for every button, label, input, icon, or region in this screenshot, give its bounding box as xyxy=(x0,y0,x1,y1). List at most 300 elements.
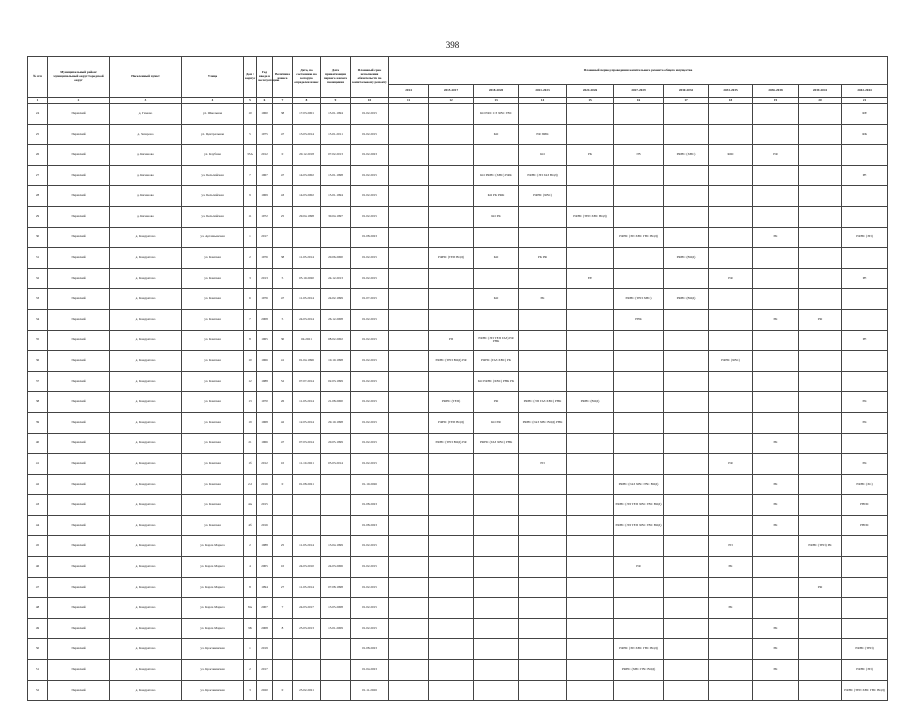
row-period-cell xyxy=(567,433,614,454)
row-year-built: 2012 xyxy=(257,145,273,166)
row-period-cell: РК xyxy=(753,660,799,681)
row-period-cell xyxy=(753,186,799,207)
row-street: ул. Камская xyxy=(182,412,244,433)
row-settlement: д. Кондратово xyxy=(110,227,182,248)
row-street: ул. Бельгийская xyxy=(182,206,244,227)
row-settlement: д. Кичаново xyxy=(110,206,182,227)
row-period-cell xyxy=(519,309,567,330)
row-period-cell: КО xyxy=(474,248,519,269)
row-wear-date: 07.07.2014 xyxy=(293,371,321,392)
row-municipality: Пермский xyxy=(48,145,110,166)
col-number: 15 xyxy=(567,98,614,104)
row-house: 7 xyxy=(244,165,257,186)
row-house: 2.2 xyxy=(244,474,257,495)
row-year-built: 1976 xyxy=(257,248,273,269)
row-privatization-date: 24.02.1999 xyxy=(321,289,351,310)
col-header-period-group: Плановый период проведения капитального ремонта общего имущества xyxy=(389,57,888,85)
row-deadline: 01.02.2015 xyxy=(351,618,389,639)
row-house: 2 xyxy=(244,248,257,269)
col-number: 6 xyxy=(257,98,273,104)
row-period-cell xyxy=(753,351,799,372)
row-year-built: 2017 xyxy=(257,660,273,681)
row-period-cell: КО РК РФК xyxy=(474,186,519,207)
row-privatization-date: 15.01.1994 xyxy=(321,104,351,125)
col-header-street: Улица xyxy=(182,57,244,98)
row-period-cell xyxy=(799,474,842,495)
row-street: ул. Камская xyxy=(182,474,244,495)
row-number: 51 xyxy=(28,660,48,681)
table-row xyxy=(28,412,888,433)
row-period-cell xyxy=(389,392,429,413)
row-period-cell xyxy=(429,145,474,166)
row-number: 37 xyxy=(28,371,48,392)
row-period-cell xyxy=(799,639,842,660)
row-year-built: 1994 xyxy=(257,577,273,598)
row-wear-date: 07.03.2014 xyxy=(293,433,321,454)
row-wear: 0 xyxy=(273,145,293,166)
row-house: 4 xyxy=(244,557,257,578)
row-period-cell xyxy=(474,598,519,619)
col-header-settlement: Населенный пункт xyxy=(110,57,182,98)
row-wear: 25 xyxy=(273,536,293,557)
table-row xyxy=(28,227,888,248)
row-period-cell: РФНС (ТЕП) xyxy=(429,392,474,413)
row-deadline: 01.02.2015 xyxy=(351,248,389,269)
row-period-cell xyxy=(567,309,614,330)
row-wear: 26 xyxy=(273,392,293,413)
row-period-cell xyxy=(519,577,567,598)
row-period-cell xyxy=(709,330,753,351)
row-street: ул. Карла Маркса xyxy=(182,618,244,639)
row-number: 36 xyxy=(28,351,48,372)
row-period-cell xyxy=(389,165,429,186)
row-period-cell xyxy=(664,330,709,351)
row-wear: 0 xyxy=(273,474,293,495)
row-settlement: д. Кондратово xyxy=(110,639,182,660)
table-row xyxy=(28,371,888,392)
row-year-built: 2015 xyxy=(257,495,273,516)
row-house: 1 xyxy=(244,639,257,660)
row-period-cell xyxy=(842,598,888,619)
col-header-period: 2033-2035 xyxy=(709,85,753,98)
row-municipality: Пермский xyxy=(48,680,110,701)
row-period-cell xyxy=(709,165,753,186)
row-period-cell xyxy=(799,206,842,227)
row-privatization-date: 08.02.2002 xyxy=(321,330,351,351)
row-period-cell xyxy=(567,639,614,660)
row-year-built: 2008 xyxy=(257,309,273,330)
row-street: ул. Камская xyxy=(182,454,244,475)
row-municipality: Пермский xyxy=(48,639,110,660)
row-period-cell xyxy=(474,577,519,598)
row-period-cell: РК xyxy=(753,515,799,536)
row-house: 2 xyxy=(244,660,257,681)
row-municipality: Пермский xyxy=(48,495,110,516)
table-row xyxy=(28,660,888,681)
row-period-cell xyxy=(614,454,664,475)
col-number: 9 xyxy=(321,98,351,104)
col-header-house: Дом / корпус xyxy=(244,57,257,98)
col-number: 8 xyxy=(293,98,321,104)
row-period-cell xyxy=(664,433,709,454)
row-period-cell xyxy=(567,680,614,701)
row-street: ул. Камская xyxy=(182,433,244,454)
page-number: 398 xyxy=(445,40,460,50)
row-period-cell xyxy=(429,639,474,660)
row-period-cell xyxy=(389,618,429,639)
row-period-cell xyxy=(519,618,567,639)
row-period-cell xyxy=(842,557,888,578)
row-period-cell xyxy=(519,330,567,351)
row-period-cell: КО РФС СЭ ХВС ГВС xyxy=(474,104,519,125)
row-period-cell xyxy=(799,330,842,351)
row-period-cell xyxy=(842,248,888,269)
row-period-cell xyxy=(429,577,474,598)
row-period-cell xyxy=(614,680,664,701)
row-street: ул. Клубная xyxy=(182,145,244,166)
row-period-cell xyxy=(567,104,614,125)
row-period-cell xyxy=(799,495,842,516)
row-period-cell xyxy=(389,268,429,289)
row-street: ул. Карла Маркса xyxy=(182,577,244,598)
row-period-cell xyxy=(429,227,474,248)
row-deadline: 01.02.2023 xyxy=(351,145,389,166)
row-wear: 47 xyxy=(273,289,293,310)
row-year-built: 1967 xyxy=(257,165,273,186)
row-period-cell xyxy=(709,392,753,413)
row-number: 27 xyxy=(28,165,48,186)
row-period-cell xyxy=(567,412,614,433)
row-period-cell xyxy=(664,351,709,372)
row-year-built: 1966 xyxy=(257,351,273,372)
row-municipality: Пермский xyxy=(48,186,110,207)
row-privatization-date xyxy=(321,474,351,495)
row-municipality: Пермский xyxy=(48,206,110,227)
table-row xyxy=(28,289,888,310)
row-period-cell xyxy=(567,577,614,598)
row-period-cell xyxy=(799,660,842,681)
row-privatization-date: 26.12.2008 xyxy=(321,309,351,330)
row-period-cell xyxy=(519,474,567,495)
row-house: 1б xyxy=(244,454,257,475)
row-period-cell xyxy=(389,248,429,269)
col-number: 5 xyxy=(244,98,257,104)
row-period-cell xyxy=(389,577,429,598)
row-period-cell: РФНС (ЭП ТЕП ХВС ГВС ВОД) xyxy=(614,515,664,536)
row-period-cell xyxy=(799,268,842,289)
row-deadline: 01.02.2015 xyxy=(351,577,389,598)
row-year-built: 2008 xyxy=(257,618,273,639)
row-year-built: 1968 xyxy=(257,412,273,433)
row-period-cell xyxy=(799,289,842,310)
row-period-cell: РФНС (ЭП ХВС ГВС ВОД) xyxy=(614,227,664,248)
row-wear-date: 29.04.1998 xyxy=(293,206,321,227)
row-period-cell xyxy=(389,412,429,433)
row-period-cell xyxy=(664,104,709,125)
row-period-cell: РФНС (ЭП ТЕП ХВС ГВС ВОД) xyxy=(614,495,664,516)
row-period-cell xyxy=(429,268,474,289)
row-period-cell: РП xyxy=(429,330,474,351)
row-settlement: д. Кондратово xyxy=(110,536,182,557)
row-period-cell xyxy=(389,474,429,495)
row-period-cell: РК xyxy=(709,557,753,578)
row-period-cell xyxy=(799,165,842,186)
col-number: 3 xyxy=(110,98,182,104)
row-period-cell xyxy=(799,557,842,578)
row-period-cell xyxy=(567,330,614,351)
row-period-cell xyxy=(429,660,474,681)
row-deadline: 01.02.2015 xyxy=(351,454,389,475)
row-street: ул. Камская xyxy=(182,309,244,330)
row-municipality: Пермский xyxy=(48,515,110,536)
row-period-cell xyxy=(753,289,799,310)
row-period-cell xyxy=(429,289,474,310)
row-period-cell xyxy=(429,598,474,619)
col-number: 18 xyxy=(709,98,753,104)
row-period-cell: РФНС (ЭП) xyxy=(842,660,888,681)
col-header-municipality: Муниципальный район/ муниципальный округ/городской округ xyxy=(48,57,110,98)
row-period-cell xyxy=(753,536,799,557)
row-period-cell xyxy=(429,495,474,516)
row-period-cell: РК xyxy=(842,412,888,433)
row-period-cell: РФНС (ГАЗ ХВС ВОД) РНК xyxy=(519,412,567,433)
col-number: 21 xyxy=(842,98,888,104)
row-period-cell xyxy=(664,227,709,248)
row-period-cell: РФНС (ТЕП ХВС) xyxy=(614,289,664,310)
row-municipality: Пермский xyxy=(48,309,110,330)
row-street: ул. Камская xyxy=(182,289,244,310)
row-period-cell xyxy=(474,268,519,289)
row-privatization-date: 10.10.1998 xyxy=(321,351,351,372)
row-period-cell xyxy=(614,165,664,186)
row-wear-date: 20.12.2018 xyxy=(293,145,321,166)
row-period-cell xyxy=(519,598,567,619)
table-row xyxy=(28,577,888,598)
row-period-cell xyxy=(567,124,614,145)
row-period-cell xyxy=(389,289,429,310)
row-deadline: 01.04.2023 xyxy=(351,660,389,681)
row-period-cell: РК РФ xyxy=(519,248,567,269)
row-period-cell: РФНС (ЭП ГАЗ ВОД) xyxy=(519,165,567,186)
row-deadline: 01.08.2023 xyxy=(351,515,389,536)
row-wear-date: 05.10.2020 xyxy=(293,268,321,289)
row-period-cell xyxy=(389,186,429,207)
row-period-cell: ГВ xyxy=(614,145,664,166)
row-period-cell xyxy=(799,227,842,248)
row-municipality: Пермский xyxy=(48,248,110,269)
row-period-cell: КО РФНС (ХВС) РФК xyxy=(474,165,519,186)
row-house: 10 xyxy=(244,351,257,372)
row-period-cell xyxy=(389,639,429,660)
row-street: ул. Карла Маркса xyxy=(182,598,244,619)
table-row xyxy=(28,351,888,372)
row-period-cell xyxy=(567,515,614,536)
row-period-cell: РФНС (ЭП ХВС ГВС ВОД) xyxy=(614,639,664,660)
row-privatization-date: 15.01.1994 xyxy=(321,186,351,207)
row-street: ул. Бельгийская xyxy=(182,165,244,186)
row-period-cell xyxy=(474,309,519,330)
row-period-cell xyxy=(753,598,799,619)
row-privatization-date: 21.08.2000 xyxy=(321,392,351,413)
row-period-cell xyxy=(474,536,519,557)
row-number: 42 xyxy=(28,474,48,495)
row-period-cell xyxy=(664,598,709,619)
row-period-cell xyxy=(614,330,664,351)
row-privatization-date: 15.01.2009 xyxy=(321,618,351,639)
col-header-period: 2018-2020 xyxy=(474,85,519,98)
row-settlement: д. Кондратово xyxy=(110,371,182,392)
row-settlement: д. Кондратово xyxy=(110,515,182,536)
row-period-cell xyxy=(389,433,429,454)
row-period-cell xyxy=(664,268,709,289)
row-deadline: 01.02.2015 xyxy=(351,268,389,289)
row-period-cell xyxy=(842,371,888,392)
row-period-cell: РФНС (ТЕП) РК xyxy=(799,536,842,557)
table-row xyxy=(28,515,888,536)
row-year-built: 2007 xyxy=(257,598,273,619)
row-house: 8 xyxy=(244,330,257,351)
row-number: 34 xyxy=(28,309,48,330)
row-period-cell: РФНС (ЭП ГАЗ ХВС) РНК xyxy=(519,392,567,413)
row-period-cell: РК xyxy=(753,618,799,639)
row-period-cell: РК xyxy=(567,145,614,166)
row-number: 47 xyxy=(28,577,48,598)
row-period-cell xyxy=(709,412,753,433)
row-period-cell xyxy=(429,371,474,392)
row-period-cell xyxy=(664,495,709,516)
row-period-cell xyxy=(519,351,567,372)
row-wear-date: 11.03.2014 xyxy=(293,577,321,598)
row-period-cell xyxy=(429,515,474,536)
row-period-cell: КО xyxy=(519,145,567,166)
row-street: ул. Центральная xyxy=(182,124,244,145)
row-period-cell xyxy=(664,206,709,227)
row-municipality: Пермский xyxy=(48,536,110,557)
row-number: 46 xyxy=(28,557,48,578)
row-period-cell: РФНС (ГАЗ ХВС ГВС ВОД) xyxy=(614,474,664,495)
row-period-cell: РП xyxy=(519,454,567,475)
table-row xyxy=(28,474,888,495)
row-deadline: 01.08.2023 xyxy=(351,639,389,660)
row-settlement: д. Кондратово xyxy=(110,412,182,433)
row-wear: 8 xyxy=(273,618,293,639)
row-period-cell xyxy=(799,104,842,125)
row-period-cell xyxy=(799,454,842,475)
row-period-cell xyxy=(474,227,519,248)
col-header-period: 2030-2032 xyxy=(664,85,709,98)
row-wear-date: 01.04.1996 xyxy=(293,351,321,372)
row-year-built: 2016 xyxy=(257,474,273,495)
row-period-cell xyxy=(799,351,842,372)
row-period-cell xyxy=(567,371,614,392)
row-period-cell xyxy=(664,515,709,536)
row-deadline: 01.02.2015 xyxy=(351,433,389,454)
row-street: ул. Камская xyxy=(182,351,244,372)
row-period-cell xyxy=(567,165,614,186)
row-deadline: 01.02.2015 xyxy=(351,165,389,186)
row-period-cell: ЕЕ xyxy=(567,268,614,289)
row-number: 39 xyxy=(28,412,48,433)
table-row xyxy=(28,309,888,330)
table-row xyxy=(28,124,888,145)
row-deadline: 01.08.2023 xyxy=(351,495,389,516)
row-period-cell: РФ xyxy=(709,454,753,475)
row-period-cell: РК xyxy=(753,227,799,248)
row-period-cell xyxy=(389,371,429,392)
row-municipality: Пермский xyxy=(48,433,110,454)
row-wear-date: 11.03.2014 xyxy=(293,392,321,413)
row-wear: 43 xyxy=(273,186,293,207)
row-year-built: 1975 xyxy=(257,124,273,145)
row-deadline: 01.10.2026 xyxy=(351,474,389,495)
row-year-built: 2019 xyxy=(257,639,273,660)
row-period-cell xyxy=(389,330,429,351)
col-number: 19 xyxy=(753,98,799,104)
row-municipality: Пермский xyxy=(48,660,110,681)
row-period-cell xyxy=(614,104,664,125)
table-row xyxy=(28,104,888,125)
row-period-cell xyxy=(474,618,519,639)
row-period-cell: КО РФ xyxy=(474,412,519,433)
row-period-cell xyxy=(567,227,614,248)
row-house: 4А xyxy=(244,495,257,516)
table-row xyxy=(28,330,888,351)
row-period-cell: РФНС (ЭП ТЕП ГАЗ) РФ РНК xyxy=(474,330,519,351)
row-number: 32 xyxy=(28,268,48,289)
row-house: 2 xyxy=(244,536,257,557)
col-number: 1 xyxy=(28,98,48,104)
row-period-cell: РК xyxy=(519,289,567,310)
row-wear-date xyxy=(293,227,321,248)
row-wear: 27 xyxy=(273,577,293,598)
row-wear-date: 25.03.2013 xyxy=(293,618,321,639)
row-period-cell xyxy=(474,454,519,475)
table-row xyxy=(28,186,888,207)
row-house: 19 xyxy=(244,412,257,433)
row-period-cell xyxy=(753,330,799,351)
col-header-period: 2036-2038 xyxy=(753,85,799,98)
row-period-cell xyxy=(799,392,842,413)
row-period-cell xyxy=(614,392,664,413)
row-period-cell: РФНС (ХВС) xyxy=(664,145,709,166)
row-privatization-date: 02.03.1999 xyxy=(321,371,351,392)
row-wear: 38 xyxy=(273,248,293,269)
row-period-cell xyxy=(614,248,664,269)
row-wear: 0 xyxy=(273,680,293,701)
row-period-cell: РФНС (ТЕП ВОД) РФ xyxy=(429,351,474,372)
row-privatization-date xyxy=(321,639,351,660)
row-period-cell xyxy=(519,104,567,125)
row-street: ул. Красавинская xyxy=(182,639,244,660)
row-period-cell xyxy=(664,536,709,557)
row-privatization-date: 05.03.2014 xyxy=(321,454,351,475)
row-period-cell xyxy=(614,598,664,619)
row-year-built: 2017 xyxy=(257,227,273,248)
table-row xyxy=(28,145,888,166)
table-row xyxy=(28,392,888,413)
row-privatization-date: 24.03.2006 xyxy=(321,557,351,578)
row-settlement: д. Захарово xyxy=(110,124,182,145)
row-period-cell: РФ xyxy=(799,309,842,330)
row-period-cell xyxy=(753,248,799,269)
row-house: 7 xyxy=(244,309,257,330)
row-number: 31 xyxy=(28,248,48,269)
row-period-cell xyxy=(429,680,474,701)
row-period-cell xyxy=(842,536,888,557)
row-municipality: Пермский xyxy=(48,289,110,310)
row-period-cell xyxy=(429,618,474,639)
col-header-period: 2014 xyxy=(389,85,429,98)
